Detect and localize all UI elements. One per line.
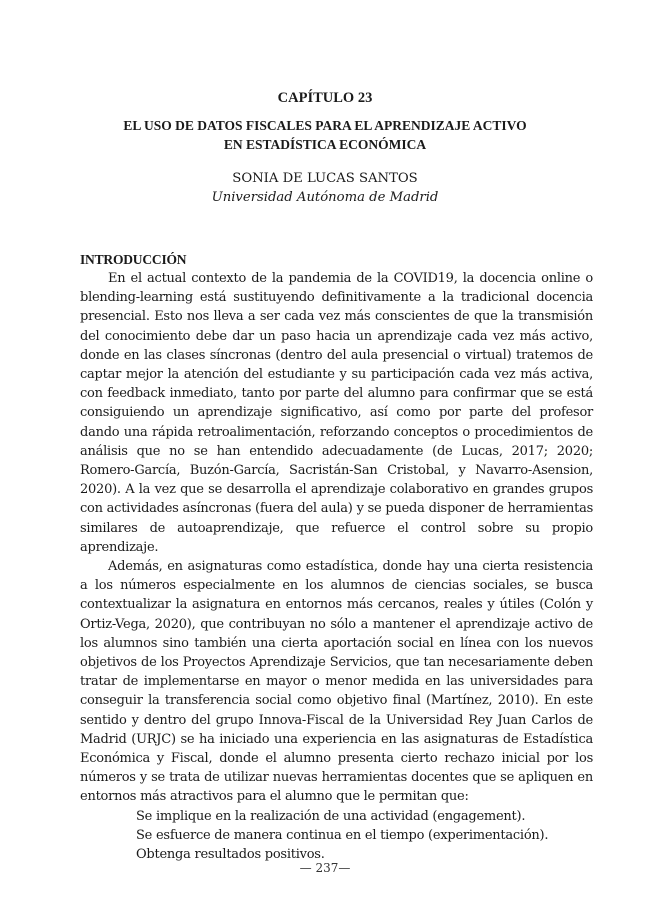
list-item: Se esfuerce de manera continua en el tiempo (experimentación). <box>136 827 549 843</box>
author-name: SONIA DE LUCAS SANTOS <box>232 171 418 186</box>
paragraph: Además, en asignaturas como estadística, donde hay una cierta resistencia a los números especialmente en los alumnos de ciencias sociales, se busca contextualizar la asignatura en entornos más cercanos, reales y útiles (Colón y Ortiz-Vega, 2020), que contribuyan no sólo a mantener el aprendizaje activo de los alumnos sino también una cierta aportación social en línea con los nuevos objetivos de los Proyectos Aprendizaje Servicios, que tan necesariamente deben tratar de implementarse en mayor o menor medida en las universidades para conseguir la transferencia social como objetivo final (Martínez, 2010). En este sentido y dentro del grupo Innova-Fiscal de la Universidad Rey Juan Carlos de Madrid (URJC) se ha iniciado una experiencia en las asignaturas de Estadística Económica y Fiscal, donde el alumno presenta cierto rechazo inicial por los números y se trata de utilizar nuevas herramientas docentes que se apliquen en entornos más atractivos para el alumno que le permitan que: <box>80 559 593 805</box>
chapter-number: CAPÍTULO 23 <box>277 90 373 106</box>
section-heading: INTRODUCCIÓN <box>80 252 187 267</box>
list-item: Obtenga resultados positivos. <box>136 847 325 863</box>
list-item: Se implique en la realización de una actividad (engagement). <box>136 808 526 824</box>
author-affiliation: Universidad Autónoma de Madrid <box>211 190 439 205</box>
chapter-title <box>0 116 650 154</box>
body-text <box>80 269 593 864</box>
chapter-title-line-2: EN ESTADÍSTICA ECONÓMICA <box>223 137 427 152</box>
chapter-title-line-1: EL USO DE DATOS FISCALES PARA EL APRENDIZAJE ACTIVO <box>123 118 527 133</box>
author-block <box>0 169 650 207</box>
paragraph: En el actual contexto de la pandemia de la COVID19, la docencia online o blending-learning está sustituyendo definitivamente a la tradicional docencia presencial. Esto nos lleva a ser cada vez más conscientes de que la transmisión del conocimiento debe dar un paso hacia un aprendizaje cada vez más activo, donde en las clases síncronas (dentro del aula presencial o virtual) tratemos de captar mejor la atención del estudiante y su participación cada vez más activa, con feedback inmediato, tanto por parte del alumno para confirmar que se está consiguiendo un aprendizaje significativo, así como por parte del profesor dando una rápida retroalimentación, reforzando conceptos o procedimientos de análisis que no se han entendido adecuadamente (de Lucas, 2017; 2020; Romero-García, Buzón-García, Sacristán-San Cristobal, y Navarro-Asension, 2020). A la vez que se desarrolla el aprendizaje colaborativo en grandes grupos con actividades asíncronas (fuera del aula) y se pueda disponer de herramientas similares de autoaprendizaje, que refuerce el control sobre su propio aprendizaje. <box>80 271 593 555</box>
page-number: — 237— <box>299 861 351 875</box>
chapter-header <box>0 88 650 154</box>
